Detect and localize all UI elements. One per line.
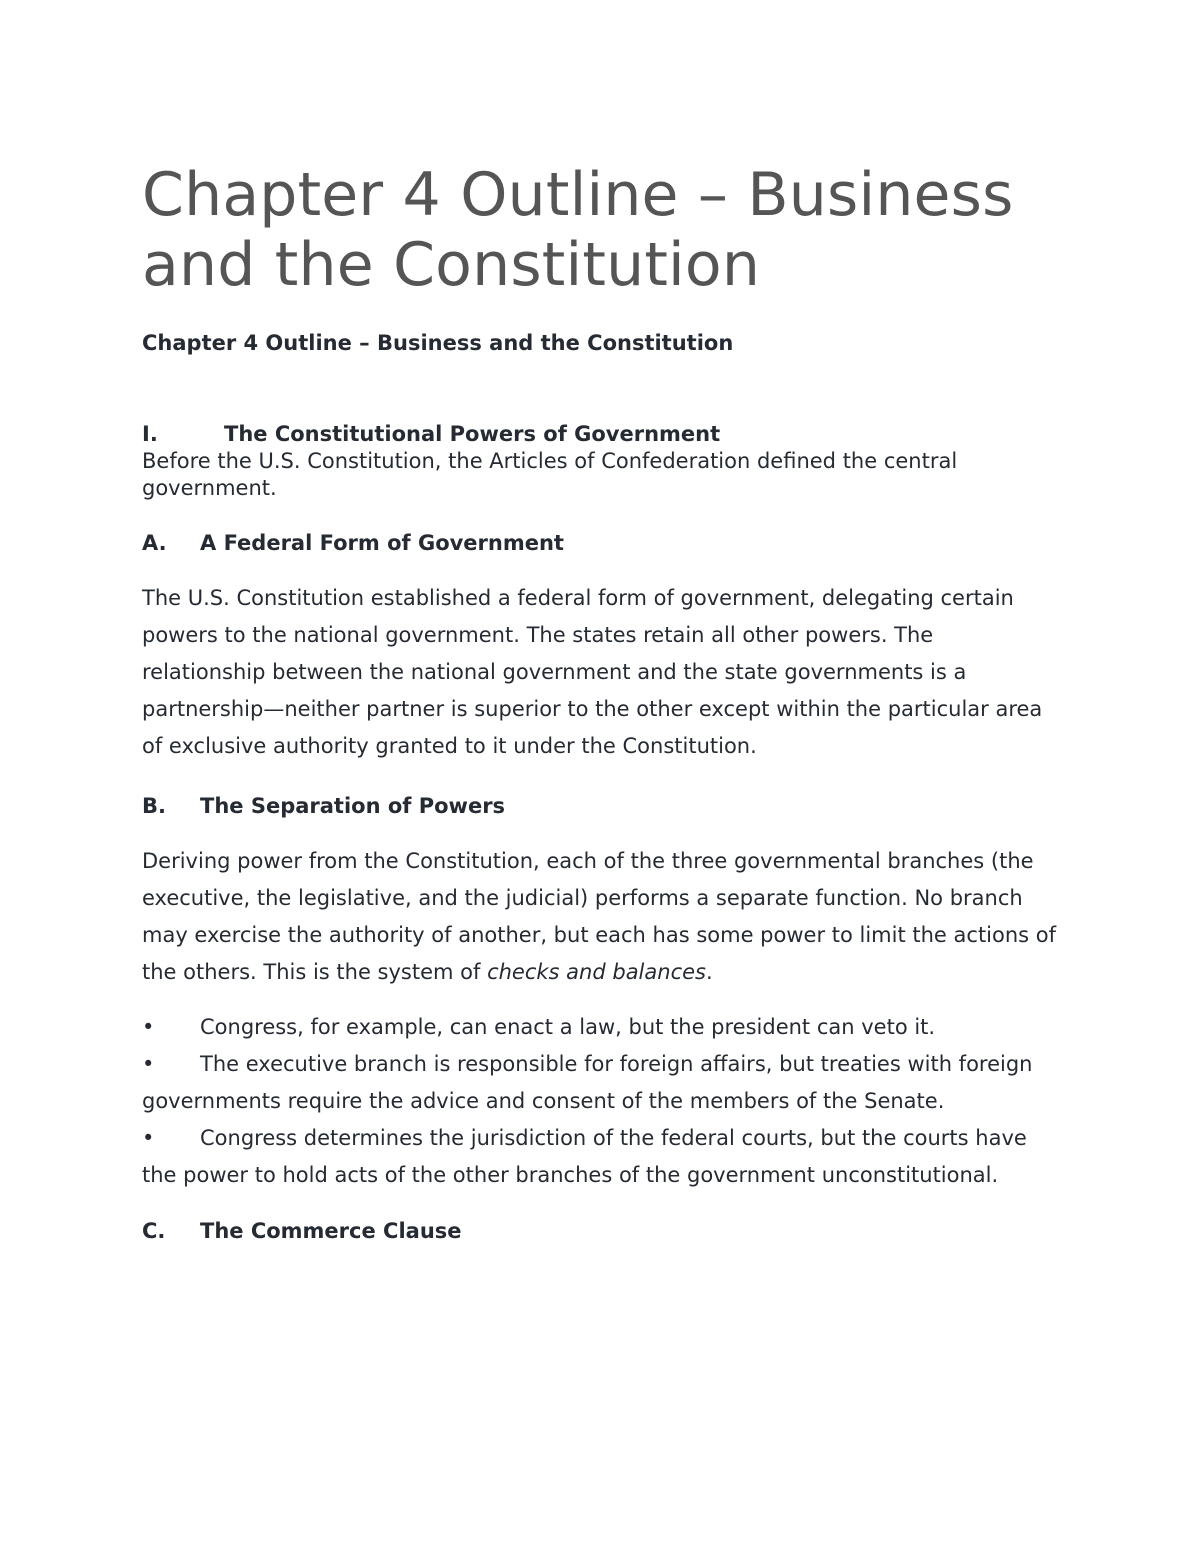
section-i-marker: I. xyxy=(142,422,158,446)
bullet-text: Congress, for example, can enact a law, but the president can veto it. xyxy=(200,1015,936,1039)
section-i-heading xyxy=(142,420,1062,448)
section-b-body xyxy=(142,843,1062,991)
document-title: Chapter 4 Outline – Business and the Constitution xyxy=(142,160,1014,300)
section-a-heading xyxy=(142,528,1062,558)
document-subtitle: Chapter 4 Outline – Business and the Constitution xyxy=(142,331,734,355)
bullet-icon: • xyxy=(142,1015,155,1039)
section-c-marker: C. xyxy=(142,1219,166,1243)
section-b-body-end: . xyxy=(705,960,713,984)
section-b-bullet-list xyxy=(142,1009,1062,1194)
section-a-marker: A. xyxy=(142,531,167,555)
document-page xyxy=(142,160,1062,1246)
bullet-text: Congress determines the jurisdiction of the federal courts, but the courts have the power to hold acts of the other branches of the government unconstitutional. xyxy=(142,1126,1027,1187)
section-a-title: A Federal Form of Government xyxy=(200,531,564,555)
bullet-icon: • xyxy=(142,1126,155,1150)
section-b-body-emphasis: checks and balances xyxy=(487,960,706,984)
section-b-heading xyxy=(142,791,1062,821)
section-i-title: The Constitutional Powers of Government xyxy=(224,422,721,446)
list-item xyxy=(142,1009,1062,1046)
section-b-title: The Separation of Powers xyxy=(200,794,506,818)
section-b-marker: B. xyxy=(142,794,166,818)
list-item xyxy=(142,1120,1062,1194)
section-b-body-text: Deriving power from the Constitution, each of the three governmental branches (the executive, the legislative, and the judicial) performs a separate function. No branch may exercise the authority of another, but each has some power to limit the actions of the others. This is the system of xyxy=(142,849,1057,984)
bullet-icon: • xyxy=(142,1052,155,1076)
list-item xyxy=(142,1046,1062,1120)
section-i-intro: Before the U.S. Constitution, the Articles of Confederation defined the central government. xyxy=(142,449,958,500)
section-c-title: The Commerce Clause xyxy=(200,1219,462,1243)
bullet-text: The executive branch is responsible for foreign affairs, but treaties with foreign governments require the advice and consent of the members of the Senate. xyxy=(142,1052,1033,1113)
section-a-body: The U.S. Constitution established a federal form of government, delegating certain powers to the national government. The states retain all other powers. The relationship between the national government and the state governments is a partnership—neither partner is superior to the other except within the particular area of exclusive authority granted to it under the Constitution. xyxy=(142,586,1043,758)
section-c-heading xyxy=(142,1216,1062,1246)
